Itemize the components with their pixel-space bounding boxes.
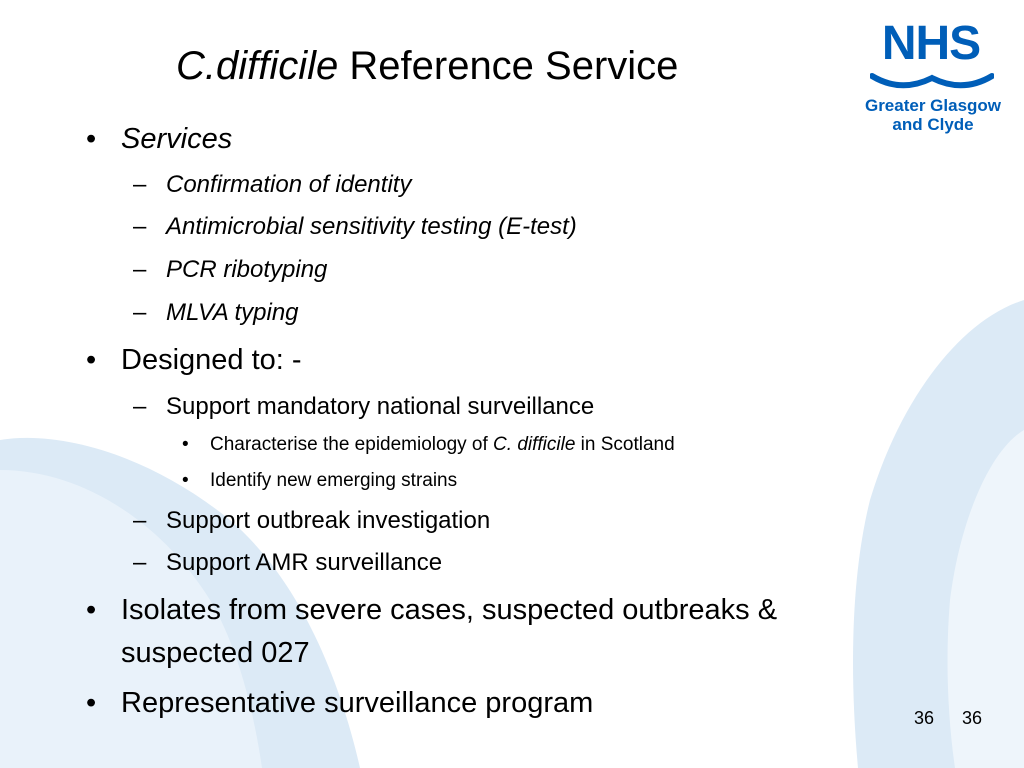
logo-line-1: Greater Glasgow: [864, 96, 1002, 115]
bullet-text-line-2: suspected 027: [121, 637, 310, 669]
bullet-marker: •: [86, 344, 97, 376]
bullet-marker: •: [86, 687, 97, 719]
bullet-text: [210, 434, 675, 456]
bullet-text: Services: [121, 123, 233, 155]
dash-marker: –: [133, 256, 147, 283]
bullet-text: Representative surveillance program: [121, 687, 594, 719]
title-rest: Reference Service: [338, 44, 679, 88]
bullet-text: Support AMR surveillance: [166, 549, 443, 576]
bullet-marker: •: [182, 434, 189, 455]
text-before: Characterise the epidemiology of: [210, 434, 494, 455]
bullet-text-line-1: Isolates from severe cases, suspected outbreaks &: [121, 594, 778, 626]
nhs-wordmark: NHS: [881, 17, 981, 70]
dash-marker: –: [133, 171, 147, 198]
text-italic: C. difficile: [493, 434, 576, 455]
dash-marker: –: [133, 299, 147, 326]
bullet-text: Antimicrobial sensitivity testing (E-test): [166, 213, 577, 240]
dash-marker: –: [133, 507, 147, 534]
bullet-text: MLVA typing: [166, 299, 299, 326]
bullet-marker: •: [182, 470, 189, 491]
title-italic: C.difficile: [176, 44, 339, 88]
page-number-left: 36: [914, 708, 935, 728]
bullet-marker: •: [86, 123, 97, 155]
slide-title: [176, 42, 678, 90]
text-after: in Scotland: [575, 434, 675, 455]
dash-marker: –: [133, 549, 147, 576]
logo-line-2: and Clyde: [892, 115, 974, 134]
bullet-marker: •: [86, 594, 97, 626]
bullet-text: PCR ribotyping: [166, 256, 328, 283]
page-number-right: 36: [962, 708, 983, 728]
dash-marker: –: [133, 393, 147, 420]
bullet-text: Support mandatory national surveillance: [166, 393, 595, 420]
nhs-waves-icon: [870, 58, 994, 92]
bullet-text: Confirmation of identity: [166, 171, 412, 198]
bullet-text: Designed to: -: [121, 344, 302, 376]
dash-marker: –: [133, 213, 147, 240]
bullet-text: Identify new emerging strains: [210, 470, 458, 491]
bullet-text: Support outbreak investigation: [166, 507, 491, 534]
